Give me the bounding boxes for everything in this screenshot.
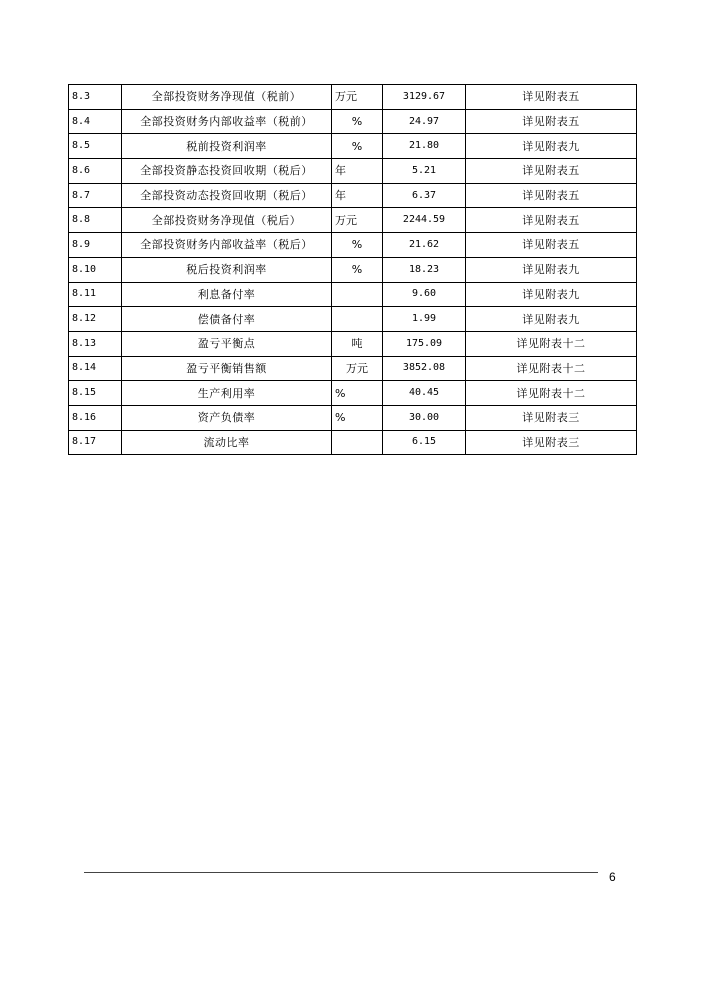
indicator-name: 利息备付率 [122, 282, 332, 307]
indicator-name: 生产利用率 [122, 381, 332, 406]
indicator-unit: 万元 [332, 356, 383, 381]
indicator-note: 详见附表五 [466, 109, 637, 134]
indicator-value: 30.00 [383, 405, 466, 430]
row-number: 8.8 [69, 208, 122, 233]
indicator-note: 详见附表三 [466, 405, 637, 430]
indicator-name: 税前投资利润率 [122, 134, 332, 159]
indicator-name: 全部投资财务净现值（税前） [122, 85, 332, 110]
indicator-unit: 年 [332, 159, 383, 184]
row-number: 8.13 [69, 331, 122, 356]
indicator-name: 流动比率 [122, 430, 332, 455]
row-number: 8.7 [69, 183, 122, 208]
indicator-note: 详见附表五 [466, 233, 637, 258]
table-row [69, 257, 637, 282]
indicator-unit: % [332, 405, 383, 430]
indicator-note: 详见附表九 [466, 134, 637, 159]
indicator-value: 9.60 [383, 282, 466, 307]
indicator-name: 偿债备付率 [122, 307, 332, 332]
indicator-unit [332, 282, 383, 307]
page-number: 6 [609, 870, 616, 884]
indicator-value: 175.09 [383, 331, 466, 356]
indicator-unit: % [332, 233, 383, 258]
indicator-value: 3129.67 [383, 85, 466, 110]
row-number: 8.14 [69, 356, 122, 381]
row-number: 8.15 [69, 381, 122, 406]
row-number: 8.11 [69, 282, 122, 307]
table-row [69, 208, 637, 233]
indicator-note: 详见附表十二 [466, 356, 637, 381]
row-number: 8.4 [69, 109, 122, 134]
indicator-note: 详见附表五 [466, 183, 637, 208]
indicator-note: 详见附表九 [466, 307, 637, 332]
indicator-name: 全部投资财务内部收益率（税后） [122, 233, 332, 258]
indicator-unit [332, 307, 383, 332]
table-row [69, 331, 637, 356]
indicator-unit: 万元 [332, 85, 383, 110]
row-number: 8.16 [69, 405, 122, 430]
indicator-unit: % [332, 134, 383, 159]
footer-divider [84, 872, 598, 873]
indicator-unit: 万元 [332, 208, 383, 233]
table-row [69, 405, 637, 430]
indicator-value: 5.21 [383, 159, 466, 184]
table-row [69, 307, 637, 332]
indicator-note: 详见附表十二 [466, 381, 637, 406]
table-row [69, 159, 637, 184]
indicator-note: 详见附表十二 [466, 331, 637, 356]
indicator-unit: 年 [332, 183, 383, 208]
indicator-name: 全部投资财务内部收益率（税前） [122, 109, 332, 134]
indicator-note: 详见附表三 [466, 430, 637, 455]
indicator-value: 21.62 [383, 233, 466, 258]
indicator-name: 税后投资利润率 [122, 257, 332, 282]
indicator-name: 资产负债率 [122, 405, 332, 430]
table-row [69, 282, 637, 307]
table-row [69, 183, 637, 208]
indicator-value: 21.80 [383, 134, 466, 159]
table-row [69, 85, 637, 110]
indicator-name: 全部投资动态投资回收期（税后） [122, 183, 332, 208]
financial-indicators-table [68, 84, 637, 455]
indicator-name: 全部投资财务净现值（税后） [122, 208, 332, 233]
indicator-value: 24.97 [383, 109, 466, 134]
row-number: 8.3 [69, 85, 122, 110]
table-row [69, 134, 637, 159]
row-number: 8.10 [69, 257, 122, 282]
indicator-unit: % [332, 381, 383, 406]
indicator-unit [332, 430, 383, 455]
indicator-note: 详见附表五 [466, 208, 637, 233]
indicator-note: 详见附表九 [466, 282, 637, 307]
indicator-note: 详见附表五 [466, 159, 637, 184]
indicator-unit: % [332, 109, 383, 134]
table-row [69, 356, 637, 381]
indicator-value: 40.45 [383, 381, 466, 406]
indicator-value: 6.15 [383, 430, 466, 455]
table-row [69, 233, 637, 258]
indicator-value: 1.99 [383, 307, 466, 332]
row-number: 8.12 [69, 307, 122, 332]
indicator-value: 3852.08 [383, 356, 466, 381]
indicator-note: 详见附表五 [466, 85, 637, 110]
row-number: 8.17 [69, 430, 122, 455]
indicator-name: 全部投资静态投资回收期（税后） [122, 159, 332, 184]
indicator-name: 盈亏平衡销售额 [122, 356, 332, 381]
row-number: 8.6 [69, 159, 122, 184]
indicator-unit: 吨 [332, 331, 383, 356]
indicator-name: 盈亏平衡点 [122, 331, 332, 356]
row-number: 8.5 [69, 134, 122, 159]
table-row [69, 109, 637, 134]
table-row [69, 430, 637, 455]
indicator-note: 详见附表九 [466, 257, 637, 282]
table-row [69, 381, 637, 406]
indicator-value: 2244.59 [383, 208, 466, 233]
row-number: 8.9 [69, 233, 122, 258]
indicator-value: 6.37 [383, 183, 466, 208]
indicator-unit: % [332, 257, 383, 282]
indicator-value: 18.23 [383, 257, 466, 282]
